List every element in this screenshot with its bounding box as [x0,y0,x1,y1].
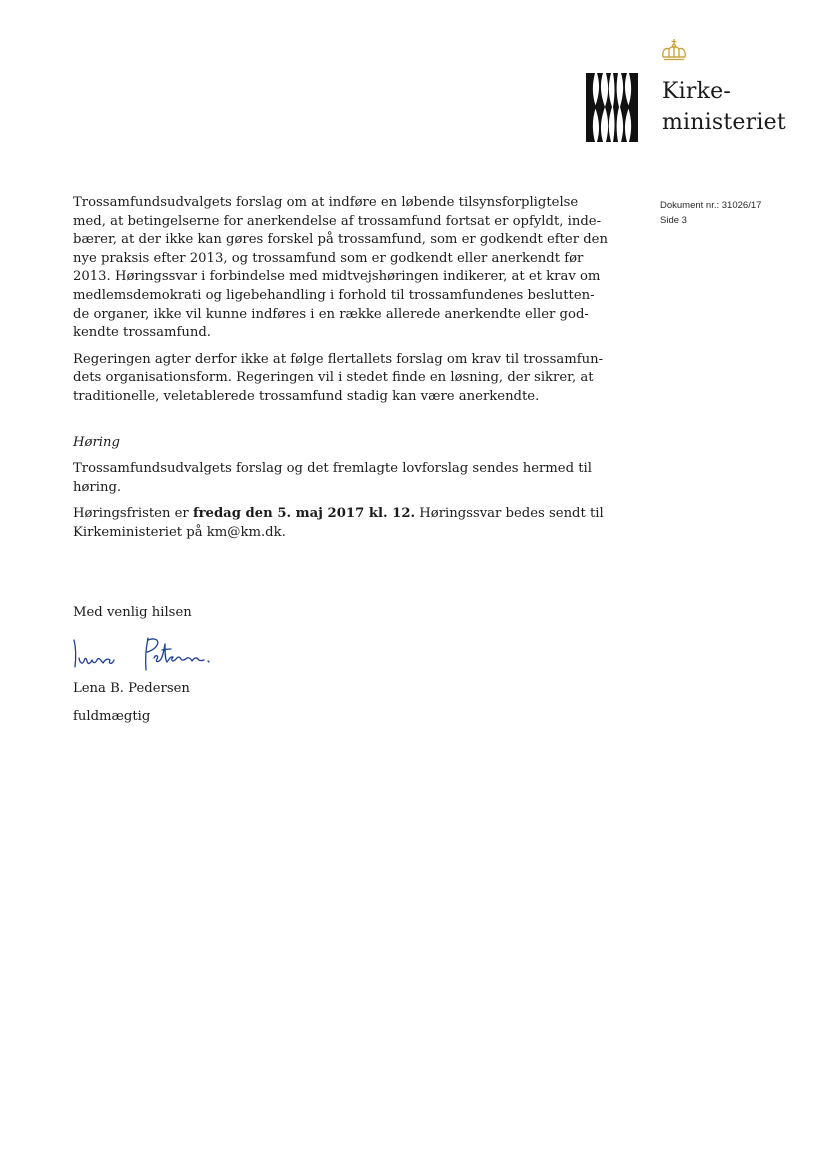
ministry-name-line2: ministeriet [662,110,786,135]
text-line: høring. [73,479,122,495]
deadline-line [73,505,604,524]
text-line: dets organisationsform. Regeringen vil i stedet finde en løsning, der sikrer, at [73,370,594,386]
ministry-emblem [586,73,638,142]
deadline-prefix: Høringsfristen er [73,506,193,522]
text-line: med, at betingelserne for anerkendelse af trossamfund fortsat er opfyldt, inde- [73,213,602,229]
text-line: Trossamfundsudvalgets forslag om at indføre en løbende tilsynsforpligtelse [73,195,579,210]
ministry-name-line1: Kirke- [662,79,731,104]
document-number: Dokument nr.: 31026/17 [660,200,762,211]
paragraph-2 [73,351,604,407]
document-meta [660,198,761,228]
text-line: kendte trossamfund. [73,325,211,341]
signer-name: Lena B. Pedersen [73,681,190,696]
paragraph-4 [73,505,604,542]
handwritten-signature [70,630,220,672]
text-line: medlemsdemokrati og ligebehandling i forhold til trossamfundenes beslutten- [73,287,595,303]
deadline-suffix: Høringssvar bedes sendt til [415,506,604,522]
text-line: Trossamfundsudvalgets forslag og det fremlagte lovforslag sendes hermed til [73,461,592,477]
page-number: Side 3 [660,215,687,226]
ministry-name [662,76,786,138]
text-line: 2013. Høringssvar i forbindelse med midtvejshøringen indikerer, at et krav om [73,269,601,285]
text-line: bærer, at der ikke kan gøres forskel på trossamfund, som er godkendt efter den [73,232,608,248]
paragraph-3 [73,460,593,497]
text-line: traditionelle, veletablerede trossamfund stadig kan være anerkendte. [73,388,540,404]
greeting: Med venlig hilsen [73,605,192,620]
signer-title: fuldmægtig [73,709,151,724]
text-line: Regeringen agter derfor ikke at følge flertallets forslag om krav til trossamfun- [73,351,604,367]
letter-body [73,194,608,543]
deadline-date: fredag den 5. maj 2017 kl. 12. [192,506,416,522]
section-heading: Høring [73,434,120,450]
text-line: nye praksis efter 2013, og trossamfund som er godkendt eller anerkendt før [73,250,584,266]
crown-icon [659,38,689,62]
text-line: de organer, ikke vil kunne indføres i en række allerede anerkendte eller god- [73,306,589,322]
paragraph-1 [73,194,608,343]
contact-line: Kirkeministeriet på km@km.dk. [73,524,286,540]
